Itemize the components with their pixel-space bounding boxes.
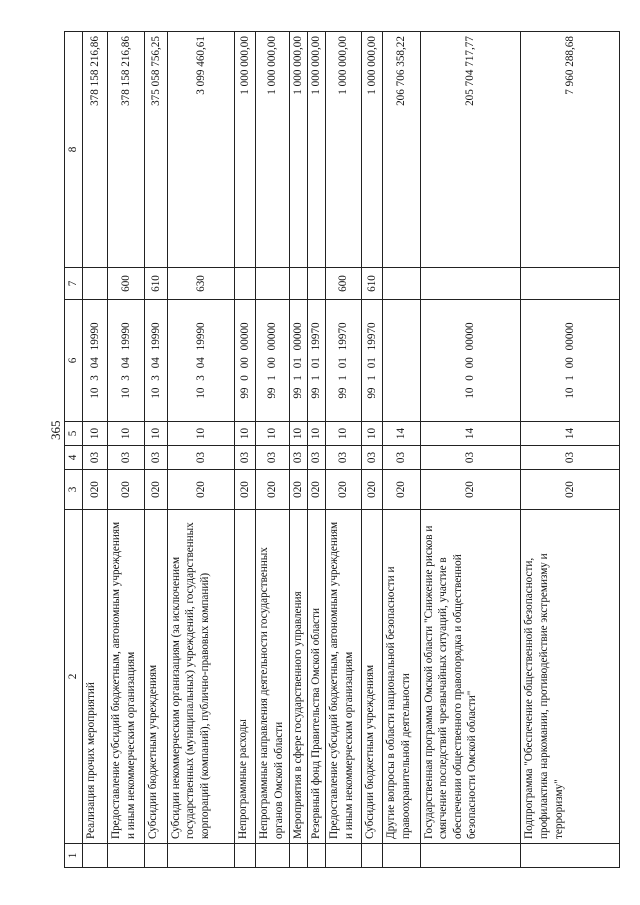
col5-code: 10 xyxy=(326,422,362,446)
col5-code: 10 xyxy=(234,422,255,446)
col5-code: 10 xyxy=(83,422,108,446)
col5-code: 14 xyxy=(383,422,421,446)
col8-amount: 205 704 717,77 xyxy=(420,32,521,268)
col4-code: 03 xyxy=(420,446,521,470)
col7-code: 610 xyxy=(362,268,383,300)
col4-code: 03 xyxy=(144,446,167,470)
table-row xyxy=(420,32,521,868)
table-row xyxy=(108,32,145,868)
col7-code xyxy=(383,268,421,300)
col3-code: 020 xyxy=(326,470,362,510)
col8-amount: 206 706 358,22 xyxy=(383,32,421,268)
col3-code: 020 xyxy=(383,470,421,510)
col7-code xyxy=(83,268,108,300)
col3-code: 020 xyxy=(167,470,234,510)
row-index-cell xyxy=(289,844,307,868)
col8-amount: 1 000 000,00 xyxy=(362,32,383,268)
table-row xyxy=(308,32,326,868)
budget-table-rotated xyxy=(64,32,620,868)
header-col-7: 7 xyxy=(65,268,83,300)
row-name: Государственная программа Омской области "Снижение рисков и смягчение последствий чрезвычайных ситуаций, участие в обеспечении общественного правопорядка и общественной безопасности Омской области" xyxy=(420,510,521,844)
col7-code xyxy=(289,268,307,300)
row-name: Подпрограмма "Обеспечение общественной безопасности, профилактика наркомании, противодействие экстремизму и терроризму" xyxy=(521,510,620,844)
row-index-cell xyxy=(362,844,383,868)
row-index-cell xyxy=(83,844,108,868)
row-index-cell xyxy=(167,844,234,868)
row-index-cell xyxy=(308,844,326,868)
col6-code: 10 0 00 00000 xyxy=(420,300,521,422)
col3-code: 020 xyxy=(289,470,307,510)
header-col-3: 3 xyxy=(65,470,83,510)
col5-code: 14 xyxy=(521,422,620,446)
col4-code: 03 xyxy=(83,446,108,470)
table-row xyxy=(144,32,167,868)
col4-code: 03 xyxy=(383,446,421,470)
header-row xyxy=(65,32,83,868)
col8-amount: 378 158 216,86 xyxy=(108,32,145,268)
col8-amount: 1 000 000,00 xyxy=(234,32,255,268)
row-name: Другие вопросы в области национальной безопасности и правоохранительной деятельности xyxy=(383,510,421,844)
col7-code xyxy=(521,268,620,300)
col7-code: 600 xyxy=(326,268,362,300)
row-index-cell xyxy=(521,844,620,868)
col8-amount: 7 960 288,68 xyxy=(521,32,620,268)
row-name: Субсидии некоммерческим организациям (за исключением государственных (муниципальных) учреждений, государственных корпораций (компаний), публично-правовых компаний) xyxy=(167,510,234,844)
col8-amount: 1 000 000,00 xyxy=(326,32,362,268)
col7-code: 610 xyxy=(144,268,167,300)
col6-code: 10 3 04 19990 xyxy=(144,300,167,422)
col6-code: 99 0 00 00000 xyxy=(234,300,255,422)
col5-code: 10 xyxy=(308,422,326,446)
table-row xyxy=(362,32,383,868)
col7-code xyxy=(308,268,326,300)
col8-amount: 1 000 000,00 xyxy=(289,32,307,268)
col7-code: 600 xyxy=(108,268,145,300)
row-index-cell xyxy=(234,844,255,868)
col8-amount: 378 158 216,86 xyxy=(83,32,108,268)
col5-code: 10 xyxy=(289,422,307,446)
col4-code: 03 xyxy=(289,446,307,470)
col3-code: 020 xyxy=(144,470,167,510)
col3-code: 020 xyxy=(362,470,383,510)
col8-amount: 375 058 756,25 xyxy=(144,32,167,268)
table-row xyxy=(521,32,620,868)
col6-code: 99 1 01 00000 xyxy=(289,300,307,422)
col6-code: 10 3 04 19990 xyxy=(108,300,145,422)
col5-code: 14 xyxy=(420,422,521,446)
col7-code: 630 xyxy=(167,268,234,300)
col3-code: 020 xyxy=(308,470,326,510)
col6-code: 99 1 00 00000 xyxy=(255,300,289,422)
header-col-2: 2 xyxy=(65,510,83,844)
budget-table xyxy=(64,31,620,868)
col4-code: 03 xyxy=(167,446,234,470)
row-index-cell xyxy=(255,844,289,868)
row-index-cell xyxy=(108,844,145,868)
col4-code: 03 xyxy=(308,446,326,470)
table-row xyxy=(83,32,108,868)
col6-code: 99 1 01 19970 xyxy=(362,300,383,422)
row-name: Предоставление субсидий бюджетным, автономным учреждениям и иным некоммерческим организациям xyxy=(108,510,145,844)
col3-code: 020 xyxy=(234,470,255,510)
col6-code: 99 1 01 19970 xyxy=(326,300,362,422)
row-index-cell xyxy=(144,844,167,868)
table-row xyxy=(255,32,289,868)
row-index-cell xyxy=(383,844,421,868)
col6-code xyxy=(383,300,421,422)
col5-code: 10 xyxy=(108,422,145,446)
col7-code xyxy=(234,268,255,300)
col4-code: 03 xyxy=(108,446,145,470)
table-row xyxy=(167,32,234,868)
col3-code: 020 xyxy=(108,470,145,510)
col4-code: 03 xyxy=(362,446,383,470)
col5-code: 10 xyxy=(144,422,167,446)
col8-amount: 1 000 000,00 xyxy=(255,32,289,268)
col8-amount: 1 000 000,00 xyxy=(308,32,326,268)
col3-code: 020 xyxy=(83,470,108,510)
row-index-cell xyxy=(420,844,521,868)
col6-code: 10 3 04 19990 xyxy=(83,300,108,422)
header-col-4: 4 xyxy=(65,446,83,470)
header-col-6: 6 xyxy=(65,300,83,422)
header-col-1: 1 xyxy=(65,844,83,868)
col4-code: 03 xyxy=(326,446,362,470)
row-name: Непрограммные расходы xyxy=(234,510,255,844)
col3-code: 020 xyxy=(521,470,620,510)
table-row xyxy=(326,32,362,868)
col7-code xyxy=(420,268,521,300)
col3-code: 020 xyxy=(255,470,289,510)
row-name: Реализация прочих мероприятий xyxy=(83,510,108,844)
col8-amount: 3 099 460,61 xyxy=(167,32,234,268)
header-col-5: 5 xyxy=(65,422,83,446)
table-row xyxy=(289,32,307,868)
row-name: Субсидии бюджетным учреждениям xyxy=(362,510,383,844)
col7-code xyxy=(255,268,289,300)
row-name: Резервный фонд Правительства Омской области xyxy=(308,510,326,844)
row-name: Мероприятия в сфере государственного управления xyxy=(289,510,307,844)
col6-code: 10 1 00 00000 xyxy=(521,300,620,422)
col4-code: 03 xyxy=(234,446,255,470)
table-row xyxy=(234,32,255,868)
col5-code: 10 xyxy=(167,422,234,446)
col6-code: 99 1 01 19970 xyxy=(308,300,326,422)
col6-code: 10 3 04 19990 xyxy=(167,300,234,422)
row-name: Непрограммные направления деятельности государственных органов Омской области xyxy=(255,510,289,844)
row-name: Предоставление субсидий бюджетным, автономным учреждениям и иным некоммерческим организациям xyxy=(326,510,362,844)
page-number: 365 xyxy=(48,420,63,440)
table-row xyxy=(383,32,421,868)
row-index-cell xyxy=(326,844,362,868)
row-name: Субсидии бюджетным учреждениям xyxy=(144,510,167,844)
col3-code: 020 xyxy=(420,470,521,510)
header-col-8: 8 xyxy=(65,32,83,268)
col5-code: 10 xyxy=(255,422,289,446)
col5-code: 10 xyxy=(362,422,383,446)
col4-code: 03 xyxy=(255,446,289,470)
col4-code: 03 xyxy=(521,446,620,470)
